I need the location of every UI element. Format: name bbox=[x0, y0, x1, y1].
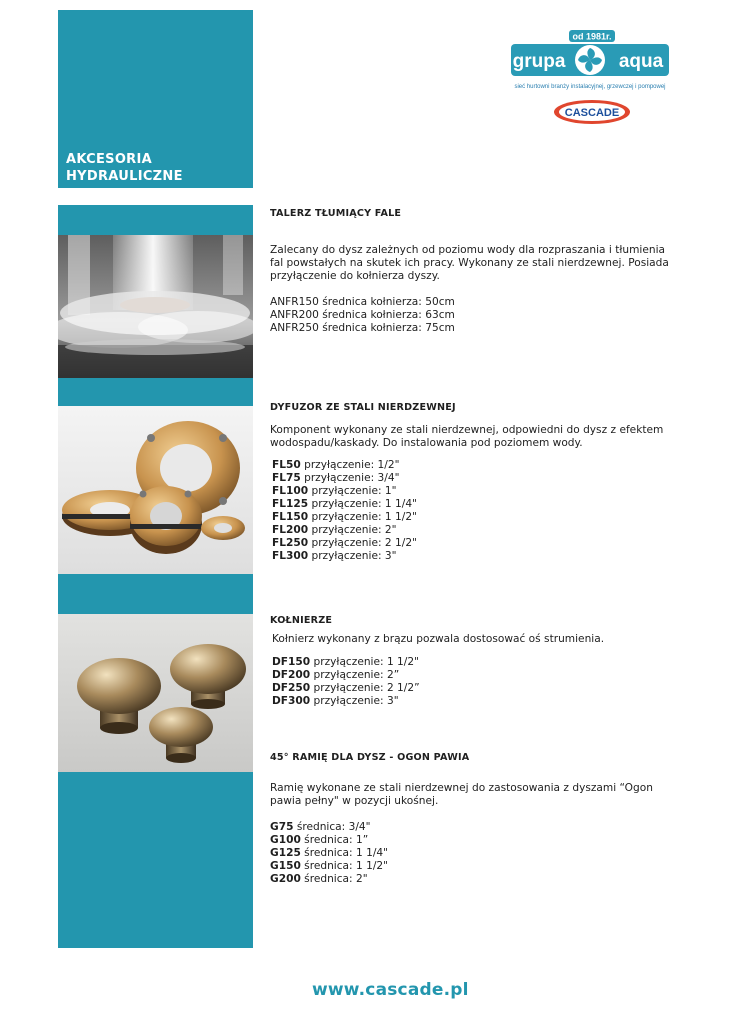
spec-line: FL150 przyłączenie: 1 1/2" bbox=[272, 511, 417, 523]
spec-line: FL200 przyłączenie: 2" bbox=[272, 524, 397, 536]
spec-line: FL300 przyłączenie: 3" bbox=[272, 550, 397, 562]
product-flanges bbox=[270, 614, 690, 708]
spec-line: ANFR250 średnica kołnierza: 75cm bbox=[270, 322, 455, 334]
product-description: Zalecany do dysz zależnych od poziomu wody dla rozpraszania i tłumienia fal powstałych na skutek ich pracy. Wykonany ze stali nierdzewnej. Posiada przyłączenie do kołnierza dyszy. bbox=[270, 244, 669, 282]
product-title: 45° RAMIĘ DLA DYSZ - OGON PAWIA bbox=[270, 752, 470, 763]
fan-emblem-icon bbox=[575, 45, 605, 75]
product-description: Kołnierz wykonany z brązu pozwala dostosować oś strumienia. bbox=[272, 633, 605, 645]
product-peacock-arm bbox=[270, 751, 690, 886]
product-description: Ramię wykonane ze stali nierdzewnej do zastosowania z dyszami “Ogon pawia pełny" w pozycji ukośnej. bbox=[270, 782, 653, 807]
product-title: TALERZ TŁUMIĄCY FALE bbox=[270, 208, 402, 219]
spec-line: G75 średnica: 3/4" bbox=[270, 821, 371, 833]
accent-bar-4 bbox=[58, 772, 253, 948]
accent-bar-2 bbox=[58, 378, 253, 406]
product-diffuser bbox=[270, 401, 690, 563]
product-wave-plate bbox=[270, 207, 670, 335]
product-photo-flanges bbox=[58, 614, 253, 772]
spec-line: ANFR150 średnica kołnierza: 50cm bbox=[270, 296, 455, 308]
spec-line: DF250 przyłączenie: 2 1/2” bbox=[272, 682, 420, 694]
spec-line: DF150 przyłączenie: 1 1/2" bbox=[272, 656, 419, 668]
spec-line: FL250 przyłączenie: 2 1/2" bbox=[272, 537, 417, 549]
logo-partner: CASCADE bbox=[564, 107, 620, 119]
spec-line: G150 średnica: 1 1/2" bbox=[270, 860, 389, 872]
grupa-aqua-logo bbox=[495, 28, 685, 128]
spec-line: FL100 przyłączenie: 1" bbox=[272, 485, 397, 497]
accent-bar-3 bbox=[58, 574, 253, 614]
spec-line: G125 średnica: 1 1/4" bbox=[270, 847, 389, 859]
spec-line: FL75 przyłączenie: 3/4" bbox=[272, 472, 400, 484]
accent-bar-1 bbox=[58, 205, 253, 235]
website-link[interactable]: www.cascade.pl bbox=[312, 980, 469, 1000]
product-photo-diffuser bbox=[58, 406, 253, 574]
spec-line: ANFR200 średnica kołnierza: 63cm bbox=[270, 309, 455, 321]
section-title: AKCESORIA HYDRAULICZNE bbox=[66, 152, 183, 184]
spec-line: DF200 przyłączenie: 2” bbox=[272, 669, 400, 681]
product-title: DYFUZOR ZE STALI NIERDZEWNEJ bbox=[270, 402, 456, 413]
logo-brand-left: grupa bbox=[512, 51, 566, 72]
spec-line: FL125 przyłączenie: 1 1/4" bbox=[272, 498, 417, 510]
logo-brand-right: aqua bbox=[618, 51, 664, 72]
logo-since: od 1981r. bbox=[572, 31, 612, 42]
product-title: KOŁNIERZE bbox=[270, 615, 333, 626]
product-description: Komponent wykonany ze stali nierdzewnej, odpowiedni do dysz z efektem wodospadu/kaskady. Do instalowania pod poziomem wody. bbox=[270, 424, 664, 449]
spec-line: G100 średnica: 1” bbox=[270, 834, 369, 846]
logo-tagline: sieć hurtowni branży instalacyjnej, grzewczej i pompowej bbox=[514, 84, 666, 90]
spec-line: FL50 przyłączenie: 1/2" bbox=[272, 459, 400, 471]
product-photo-wave-plate bbox=[58, 235, 253, 378]
spec-line: DF300 przyłączenie: 3" bbox=[272, 695, 399, 707]
spec-line: G200 średnica: 2" bbox=[270, 873, 368, 885]
